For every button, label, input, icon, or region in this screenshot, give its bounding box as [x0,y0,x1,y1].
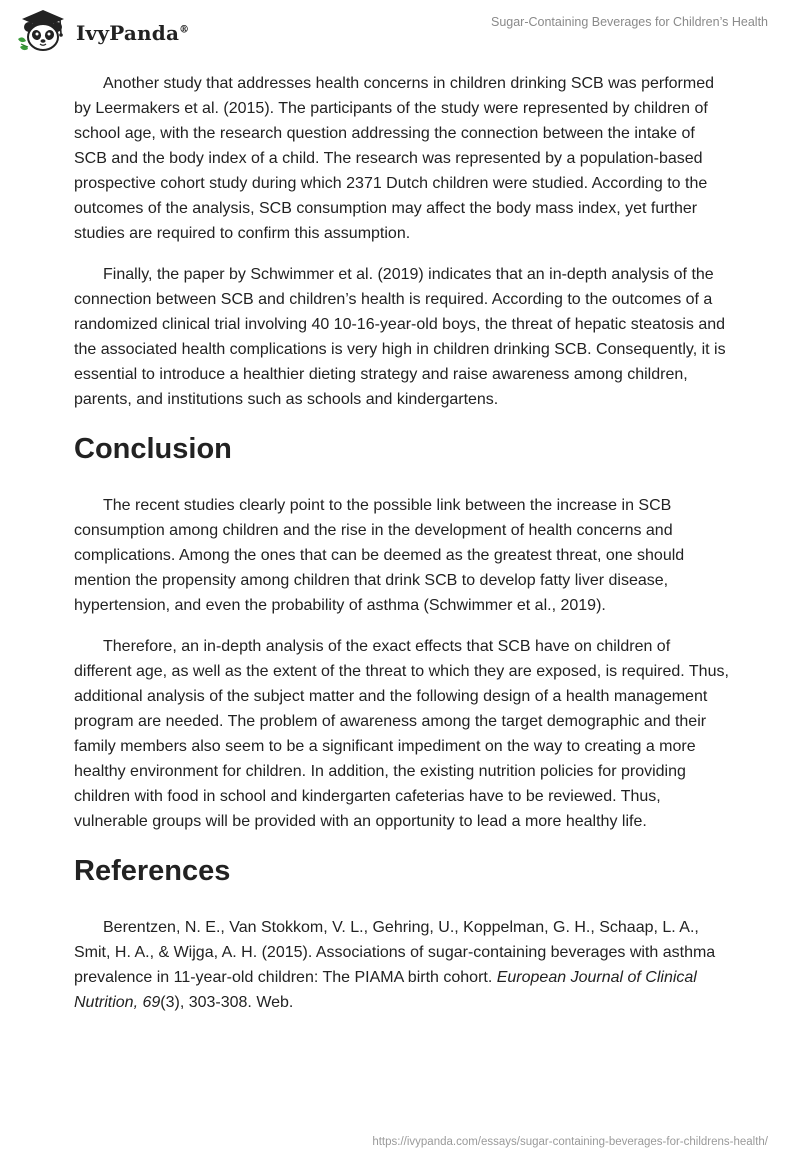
panda-graduate-icon [14,8,72,54]
reference-entry [74,915,730,1015]
essay-content [74,71,730,1031]
reference-journal: European Journal of Clinical Nutrition, 69 [74,969,697,1011]
ivypanda-logo[interactable] [14,8,189,54]
conclusion-paragraph: Therefore, an in-depth analysis of the exact effects that SCB have on children of different age, as well as the extent of the threat to which they are exposed, is required. Thus, additional analysis of the subject matter and the following design of a health management program are needed. The problem of awareness among the target demographic and their family members also seem to be a significant impediment on the way to creating a more healthy environment for children. In addition, the existing nutrition policies for providing children with food in school and kindergarten cafeterias have to be reviewed. Thus, vulnerable groups will be provided with an opportunity to lead a more healthy life. [74,638,729,830]
registered-mark: ® [179,24,190,36]
document-title: Sugar-Containing Beverages for Children’s Health [490,15,768,29]
body-paragraph: Another study that addresses health concerns in children drinking SCB was performed by Leermakers et al. (2015). The participants of the study were represented by children of school age, with the research question addressing the connection between the intake of SCB and the body index of a child. The research was represented by a population-based prospective cohort study during which 2371 Dutch children were studied. According to the outcomes of the analysis, SCB consumption may affect the body mass index, yet further studies are required to confirm this assumption. [74,75,714,242]
source-url[interactable]: https://ivypanda.com/essays/sugar-containing-beverages-for-childrens-health/ [372,1136,768,1148]
body-paragraph: Finally, the paper by Schwimmer et al. (2019) indicates that an in-depth analysis of the connection between SCB and children’s health is required. According to the outcomes of a randomized clinical trial involving 40 10-16-year-old boys, the threat of hepatic steatosis and the associated health complications is very high in children drinking SCB. Consequently, it is essential to introduce a healthier dieting strategy and raise awareness among children, parents, and institutions such as schools and kindergartens. [74,266,726,408]
conclusion-heading: Conclusion [74,433,232,465]
reference-authors-title: Berentzen, N. E., Van Stokkom, V. L., Gehring, U., Koppelman, G. H., Schaap, L. A., Smit, H. A., & Wijga, A. H. (2015). Associations of sugar-containing beverages with asthma prevalence in 11-year-old children: The PIAMA birth cohort. [74,919,716,986]
page-header [0,0,800,62]
reference-details: (3), 303-308. Web. [160,994,294,1011]
conclusion-paragraph: The recent studies clearly point to the possible link between the increase in SCB consumption among children and the rise in the development of health concerns and complications. Among the ones that can be deemed as the greatest threat, one should mention the propensity among children that drink SCB to develop fatty liver disease, hypertension, and even the probability of asthma (Schwimmer et al., 2019). [74,497,685,614]
logo-wordmark: IvyPanda® [76,21,190,45]
references-heading: References [74,855,231,887]
